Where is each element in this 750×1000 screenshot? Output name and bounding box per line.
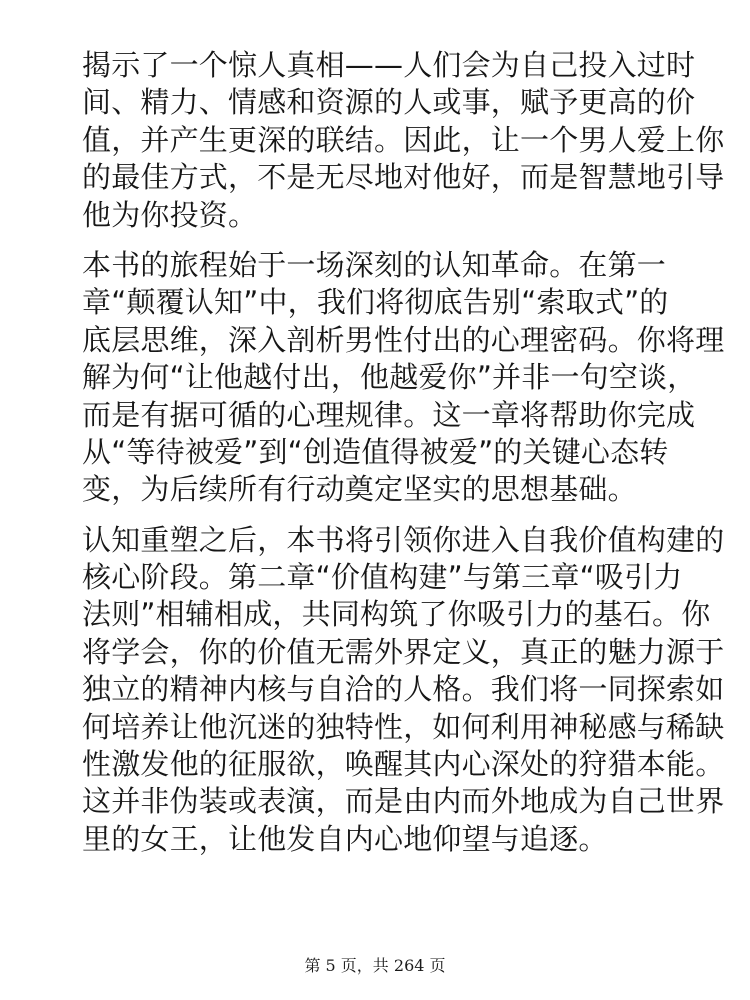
- text-line: 变，为后续所有行动奠定坚实的思想基础。: [82, 472, 637, 507]
- paragraph-2: [82, 247, 725, 509]
- text-line: 解为何“让他越付出，他越爱你”并非一句空谈，: [82, 360, 697, 395]
- text-line: 间、精力、情感和资源的人或事，赋予更高的价: [82, 85, 696, 120]
- text-line: 何培养让他沉迷的独特性，如何利用神秘感与稀缺: [82, 709, 725, 744]
- text-line: 值，并产生更深的联结。因此，让一个男人爱上你: [82, 122, 725, 157]
- text-line: 而是有据可循的心理规律。这一章将帮助你完成: [82, 397, 696, 432]
- text-line: 他为你投资。: [82, 197, 258, 232]
- text-line: 揭示了一个惊人真相——人们会为自己投入过时: [82, 48, 696, 82]
- text-line: 认知重塑之后，本书将引领你进入自我价值构建的: [82, 522, 725, 557]
- text-line: 从“等待被爱”到“创造值得被爱”的关键心态转: [82, 434, 669, 469]
- text-line: 核心阶段。第二章“价值构建”与第三章“吸引力: [82, 560, 683, 595]
- paragraph-3: [82, 522, 725, 859]
- text-line: 本书的旅程始于一场深刻的认知革命。在第一: [82, 247, 667, 282]
- text-line: 独立的精神内核与自洽的人格。我们将一同探索如: [82, 672, 725, 707]
- body-text: [82, 47, 725, 871]
- text-line: 的最佳方式，不是无尽地对他好，而是智慧地引导: [82, 160, 725, 195]
- paragraph-1: [82, 47, 725, 234]
- text-line: 底层思维，深入剖析男性付出的心理密码。你将理: [82, 322, 725, 357]
- text-line: 章“颠覆认知”中，我们将彻底告别“索取式”的: [82, 285, 669, 320]
- text-line: 法则”相辅相成，共同构筑了你吸引力的基石。你: [82, 597, 711, 632]
- text-line: 里的女王，让他发自内心地仰望与追逐。: [82, 821, 608, 856]
- text-line: 这并非伪装或表演，而是由内而外地成为自己世界: [82, 784, 725, 819]
- text-line: 性激发他的征服欲，唤醒其内心深处的狩猎本能。: [82, 747, 725, 782]
- text-line: 将学会，你的价值无需外界定义，真正的魅力源于: [82, 634, 725, 669]
- page-number: 第 5 页，共 264 页: [304, 956, 446, 975]
